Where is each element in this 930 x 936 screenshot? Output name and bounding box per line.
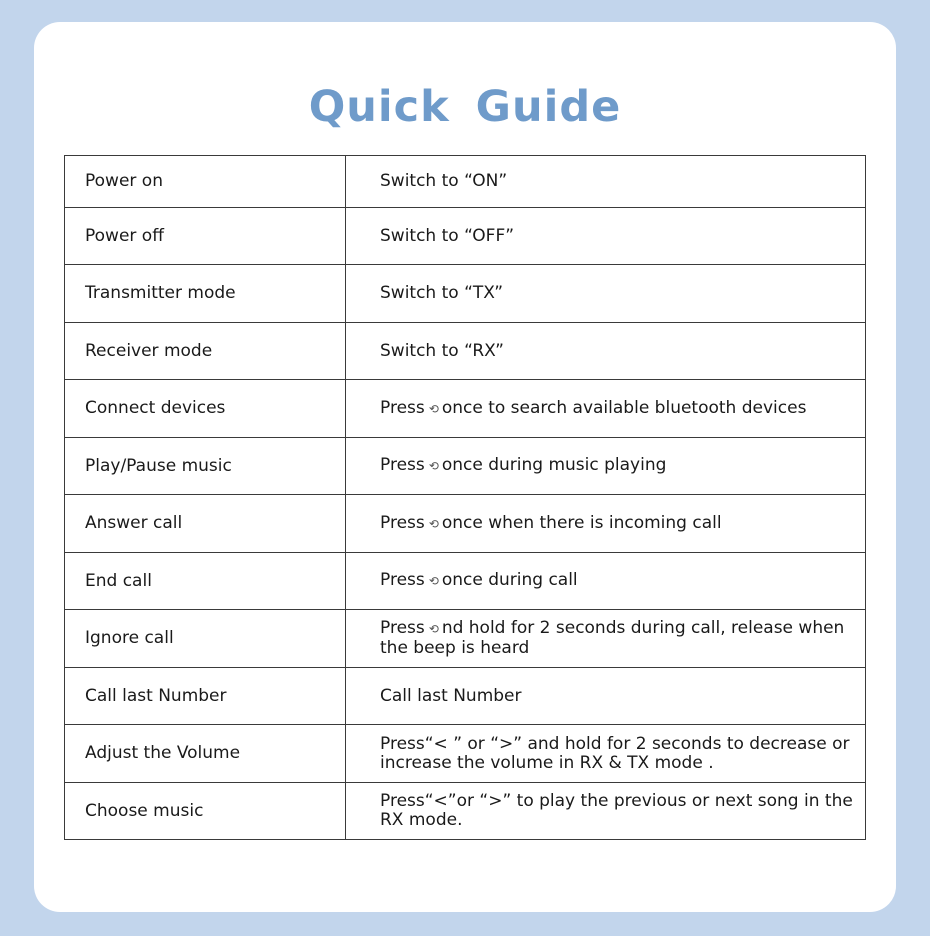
instruction — [346, 208, 866, 265]
table-row — [65, 668, 866, 725]
instruction-text: Switch to “RX” — [380, 340, 504, 361]
instruction-text: Press — [380, 455, 425, 475]
function-name: Transmitter mode — [65, 265, 346, 323]
instruction-text: Switch to “TX” — [380, 283, 504, 303]
function-name: Play/Pause music — [65, 438, 346, 495]
instruction-text: once when there is incoming call — [441, 512, 722, 533]
table-row — [65, 208, 866, 265]
instruction-text: Press“<”or “>” to play the previous or next song in the RX mode. — [380, 791, 853, 830]
instruction-text: Call last Number — [380, 685, 522, 706]
multifunction-button-icon: ⟲ — [428, 622, 439, 636]
instruction — [346, 438, 866, 495]
function-name: Connect devices — [65, 380, 346, 438]
function-name: Choose music — [65, 783, 346, 840]
table-row — [65, 783, 866, 840]
instruction — [346, 725, 866, 783]
instruction — [346, 323, 866, 380]
instruction — [346, 783, 866, 840]
multifunction-button-icon: ⟲ — [428, 459, 439, 473]
table-row — [65, 323, 866, 380]
instruction-text: once to search available bluetooth devices — [441, 397, 807, 418]
instruction-text: Switch to “OFF” — [380, 225, 515, 246]
function-name: Power off — [65, 208, 346, 265]
instruction — [346, 553, 866, 610]
instruction — [346, 495, 866, 553]
table-row — [65, 495, 866, 553]
table-row — [65, 265, 866, 323]
multifunction-button-icon: ⟲ — [428, 516, 439, 531]
function-name: Adjust the Volume — [65, 725, 346, 783]
function-name: Receiver mode — [65, 323, 346, 380]
instruction — [346, 380, 866, 438]
instruction — [346, 610, 866, 668]
instruction — [346, 668, 866, 725]
page-title: Quick Guide — [308, 82, 622, 132]
instruction-text: nd hold for 2 seconds during call, release when the beep is heard — [380, 618, 845, 658]
table-row — [65, 380, 866, 438]
quick-guide-table — [64, 155, 866, 840]
table-row — [65, 610, 866, 668]
function-name: Answer call — [65, 495, 346, 553]
table-row — [65, 156, 866, 208]
instruction-text: Press — [380, 570, 425, 590]
function-name: Ignore call — [65, 610, 346, 668]
multifunction-button-icon: ⟲ — [428, 574, 439, 588]
instruction-text: Switch to “ON” — [380, 171, 508, 191]
table-row — [65, 438, 866, 495]
multifunction-button-icon: ⟲ — [428, 401, 439, 416]
instruction-text: once during music playing — [441, 455, 667, 475]
table-row — [65, 725, 866, 783]
instruction — [346, 265, 866, 323]
function-name: Power on — [65, 156, 346, 208]
instruction-text: Press“< ” or “>” and hold for 2 seconds to decrease or increase the volume in RX & TX mode . — [380, 733, 850, 773]
function-name: End call — [65, 553, 346, 610]
instruction-text: Press — [380, 512, 425, 533]
guide-card — [34, 22, 896, 912]
instruction — [346, 156, 866, 208]
function-name: Call last Number — [65, 668, 346, 725]
instruction-text: Press — [380, 397, 425, 418]
table-row — [65, 553, 866, 610]
instruction-text: Press — [380, 618, 425, 638]
instruction-text: once during call — [441, 570, 578, 590]
